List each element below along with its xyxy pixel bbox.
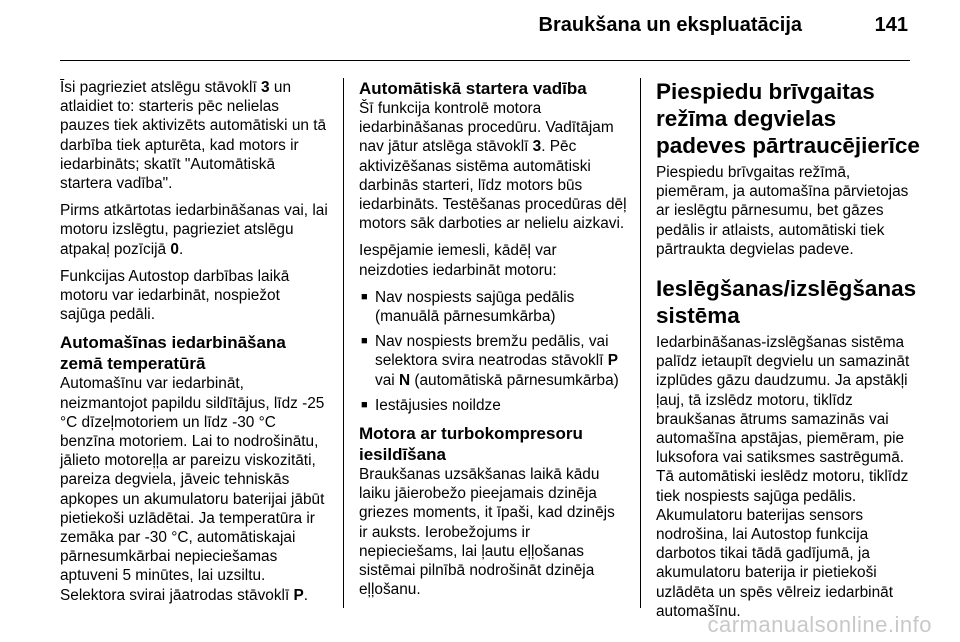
paragraph-key-position-3: Īsi pagrieziet atslēgu stāvoklī 3 un atlaidiet to: starteris pēc nelielas pauzes tiek aktivizēts automātiski un tā darbība tiek apturēta, kad motors ir iedarbināts; skatīt "Automātiskā startera vadība". [60, 79, 327, 193]
list-item: ■ Iestājusies noildze [361, 396, 501, 414]
page-number: 141 [874, 14, 908, 36]
heading-turbo-warmup: Motora ar turbokompresoru iesildīšana [359, 424, 583, 465]
header-title: Braukšana un ekspluatācija [538, 14, 802, 36]
column-1 [60, 78, 328, 613]
watermark: carmanualsonline.info [707, 612, 932, 637]
paragraph-turbo-warmup: Braukšanas uzsākšanas laikā kādu laiku jāierobežo pieejamais dzinēja griezes moments, it īpaši, kad dzinējs ir auksts. Ierobežojums ir nepieciešams, lai ļautu eļļošanas sistēmai pilnībā nodrošināt dzinēja eļļošanu. [359, 466, 615, 599]
list-item: ■ Nav nospiests sajūga pedālis (manuālā pārnesumkārba) [361, 288, 575, 326]
heading-auto-starter: Automātiskā startera vadība [359, 79, 587, 98]
column-3 [656, 78, 924, 629]
paragraph-reasons: Iespējamie iemesli, kādēļ var neizdoties iedarbināt motoru: [359, 242, 557, 279]
bullet-icon: ■ [361, 290, 368, 303]
paragraph-stop-start: Iedarbināšanas-izslēgšanas sistēma palīdz ietaupīt degvielu un samazināt izplūdes gāzu daudzumu. Ja apstākļi ļauj, tā izslēdz motoru, tiklīdz braukšanas ātrums samazinās vai automašīna apstājas, piemēram, pie luksofora vai satiksmes sastrēgumā. Tā automātiski ieslēdz motoru, tiklīdz tiek nospiests sajūga pedālis. Akumulatoru baterijas sensors nodrošina, lai Autostop funkcija darbotos tikai tādā gadījumā, ja akumulatoru baterija ir pietiekoši uzlādēta un spēs vēlreiz iedarbināt automašīnu. [656, 334, 910, 620]
column-divider-2 [640, 78, 641, 608]
bullet-icon: ■ [361, 398, 368, 411]
bullet-icon: ■ [361, 335, 368, 348]
paragraph-autostop: Funkcijas Autostop darbības laikā motoru var iedarbināt, nospiežot sajūga pedāli. [60, 267, 290, 324]
heading-stop-start: Ieslēgšanas/izslēgšanas sistēma [656, 276, 917, 329]
heading-fuel-cutoff: Piespiedu brīvgaitas režīma degvielas padeves pārtraucējierīce [656, 79, 920, 158]
header-divider [60, 60, 910, 61]
list-item: ■ Nav nospiests bremžu pedālis, vai selektora svira neatrodas stāvoklī P vai N (automātiskā pārnesumkārba) [361, 333, 619, 389]
paragraph-fuel-cutoff: Piespiedu brīvgaitas režīmā, piemēram, ja automašīna pārvietojas ar ieslēgtu pārnesumu, bet gāzes pedālis ir atlaists, automātiski tiek pārtraukta degvielas padeve. [656, 164, 909, 258]
column-2 [359, 78, 627, 607]
page-header [60, 14, 910, 44]
paragraph-key-position-0: Pirms atkārtotas iedarbināšanas vai, lai motoru izslēgtu, pagrieziet atslēgu atpakaļ pozīcijā 0. [60, 202, 328, 258]
reasons-list [359, 288, 627, 415]
paragraph-cold-start: Automašīnu var iedarbināt, neizmantojot papildu sildītājus, līdz -25 °C dīzeļmotoriem un līdz -30 °C benzīna motoriem. Lai to nodrošinātu, jālieto motoreļļa ar pareizu viskozitāti, pareiza degviela, jāveic tehniskās apkopes un akumulatoru baterijai jābūt pietiekoši uzlādētai. Ja temperatūra ir zemāka par -30 °C, automātiskajai pārnesumkārbai nepieciešamas aptuveni 5 minūtes, lai uzsiltu. Selektora svirai jāatrodas stāvoklī P. [60, 375, 325, 604]
paragraph-auto-starter: Šī funkcija kontrolē motora iedarbināšanas procedūru. Vadītājam nav jātur atslēga stāvoklī 3. Pēc aktivizēšanas sistēma automātiski darbinās starteri, līdz motors būs iedarbināts. Testēšanas procedūras dēļ motors sāk darboties ar nelielu aizkavi. [359, 100, 627, 233]
heading-cold-start: Automašīnas iedarbināšana zemā temperatūrā [60, 333, 286, 374]
column-divider-1 [343, 78, 344, 608]
